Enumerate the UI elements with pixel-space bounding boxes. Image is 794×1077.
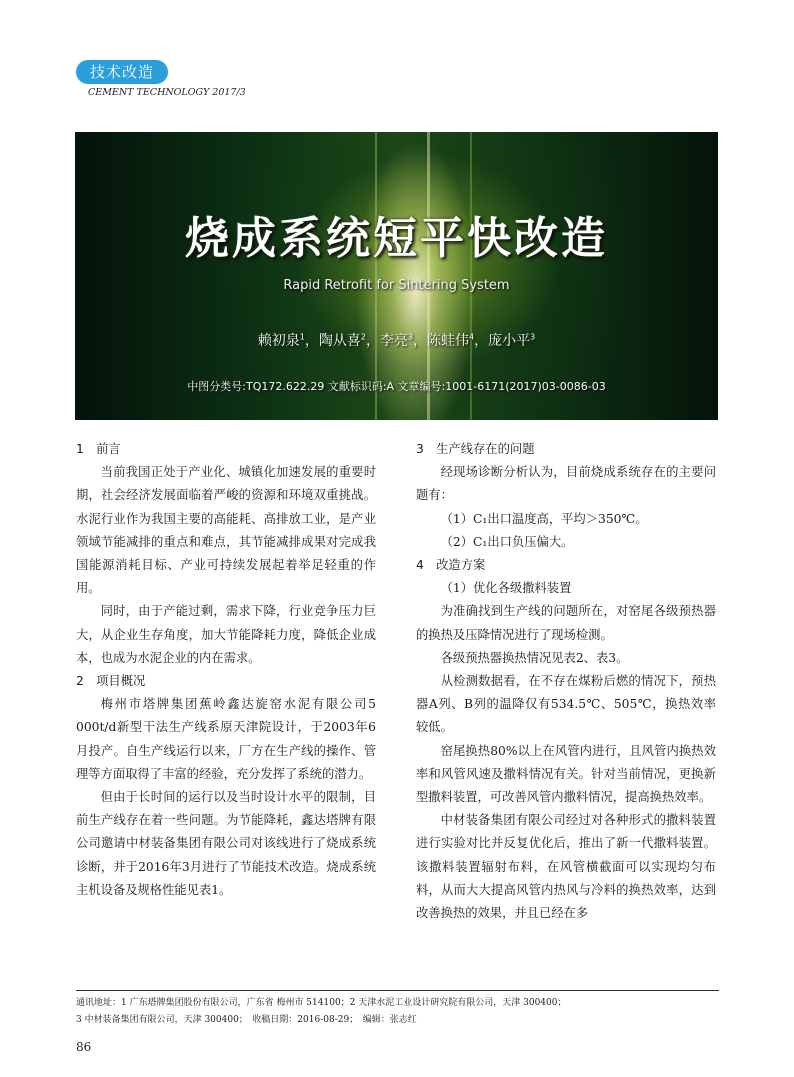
body-paragraph: 中材装备集团有限公司经过对各种形式的撒料装置进行实验对比并反复优化后，推出了新一代撒料装置。该撒料装置辐射布料，在风管横截面可以实现均匀布料，从而大大提高风管内热风与冷料的换热效率，达到改善换热的效果，并且已经在多 xyxy=(416,813,716,921)
author-affiliation-mark: 3 xyxy=(407,332,414,342)
author-list: 赖初泉$^1$，陶从喜$^2$，李亮$^3$，陈蛙伟$^4$，庞小平$^3$ xyxy=(257,332,536,349)
author-name: 陶从喜 xyxy=(318,333,361,349)
author-name: 赖初泉 xyxy=(257,333,300,349)
page-number: 86 xyxy=(76,1040,92,1054)
footnote-received: 3 中材装备集团有限公司，天津 300400； 收稿日期：2016-08-29； 编辑：张志红 xyxy=(76,1015,417,1025)
author-name: 庞小平 xyxy=(488,333,531,349)
article-subtitle: Rapid Retrofit for Sintering System xyxy=(283,278,510,293)
section-label: 技术改造 xyxy=(76,60,168,84)
author-affiliation-mark: 1 xyxy=(299,332,305,342)
light-streak xyxy=(375,132,377,420)
journal-name: CEMENT TECHNOLOGY 2017/3 xyxy=(88,87,246,98)
body-paragraph: 同时，由于产能过剩，需求下降，行业竞争压力巨大，从企业生存角度，加大节能降耗力度，降低企业成本，也成为水泥企业的内在需求。 xyxy=(76,604,376,665)
section-heading: 2 项目概况 xyxy=(76,674,146,689)
section-heading: 3 生产线存在的问题 xyxy=(416,442,535,456)
classification-line: 中图分类号:TQ172.622.29 文献标识码:A 文章编号:1001-6171(2017)03-0086-03 xyxy=(187,380,606,393)
body-paragraph: 各级预热器换热情况见表2、表3。 xyxy=(440,650,629,665)
body-paragraph: 为准确找到生产线的问题所在，对窑尾各级预热器的换热及压降情况进行了现场检测。 xyxy=(416,604,716,642)
article-title: 烧成系统短平快改造 xyxy=(185,213,608,264)
author-name: 李亮 xyxy=(379,333,408,349)
light-streak xyxy=(469,132,475,420)
footnote-address: 通讯地址：1 广东塔牌集团股份有限公司，广东省 梅州市 514100；2 天津水泥工业设计研究院有限公司，天津 300400； xyxy=(76,998,567,1008)
body-paragraph: 从检测数据看，在不存在煤粉后燃的情况下，预热器A列、B列的温降仅有534.5℃、505℃，换热效率较低。 xyxy=(416,674,716,735)
author-name: 陈蛙伟 xyxy=(427,333,470,349)
body-paragraph: 但由于长时间的运行以及当时设计水平的限制，目前生产线存在着一些问题。为节能降耗，鑫达塔牌有限公司邀请中材装备集团有限公司对该线进行了烧成系统诊断，并于2016年3月进行了节能技术改造。烧成系统主机设备及规格性能见表1。 xyxy=(76,790,376,897)
body-paragraph: （1）优化各级撒料装置 xyxy=(440,581,572,596)
body-paragraph: 窑尾换热80%以上在风管内进行，且风管内换热效率和风管风速及撒料情况有关。针对当前情况，更换新型撒料装置，可改善风管内撒料情况，提高换热效率。 xyxy=(416,743,716,805)
body-paragraph: 梅州市塔牌集团蕉岭鑫达旋窑水泥有限公司5 000t/d新型干法生产线系原天津院设计，于2003年6月投产。自生产线运行以来，厂方在生产线的操作、管理等方面取得了丰富的经验，充分发挥了系统的潜力。 xyxy=(76,697,376,781)
footnote-divider xyxy=(76,990,719,991)
title-banner xyxy=(75,132,718,420)
right-column xyxy=(416,438,716,925)
author-affiliation-mark: 3 xyxy=(530,332,536,342)
body-paragraph: （2）C₁出口负压偏大。 xyxy=(440,534,574,549)
left-column xyxy=(76,438,376,902)
body-paragraph: （1）C₁出口温度高，平均＞350℃。 xyxy=(440,511,648,526)
body-paragraph: 经现场诊断分析认为，目前烧成系统存在的主要问题有： xyxy=(416,465,716,503)
light-streak xyxy=(427,132,430,420)
author-affiliation-mark: 2 xyxy=(360,332,366,342)
body-paragraph: 当前我国正处于产业化、城镇化加速发展的重要时期，社会经济发展面临着严峻的资源和环境双重挑战。水泥行业作为我国主要的高能耗、高排放工业，是产业领域节能减排的重点和难点，其节能减排成果对完成我国能源消耗目标、产业可持续发展起着举足轻重的作用。 xyxy=(76,465,376,596)
author-affiliation-mark: 4 xyxy=(469,332,475,342)
section-heading: 4 改造方案 xyxy=(416,558,486,573)
section-heading: 1 前言 xyxy=(76,442,121,456)
